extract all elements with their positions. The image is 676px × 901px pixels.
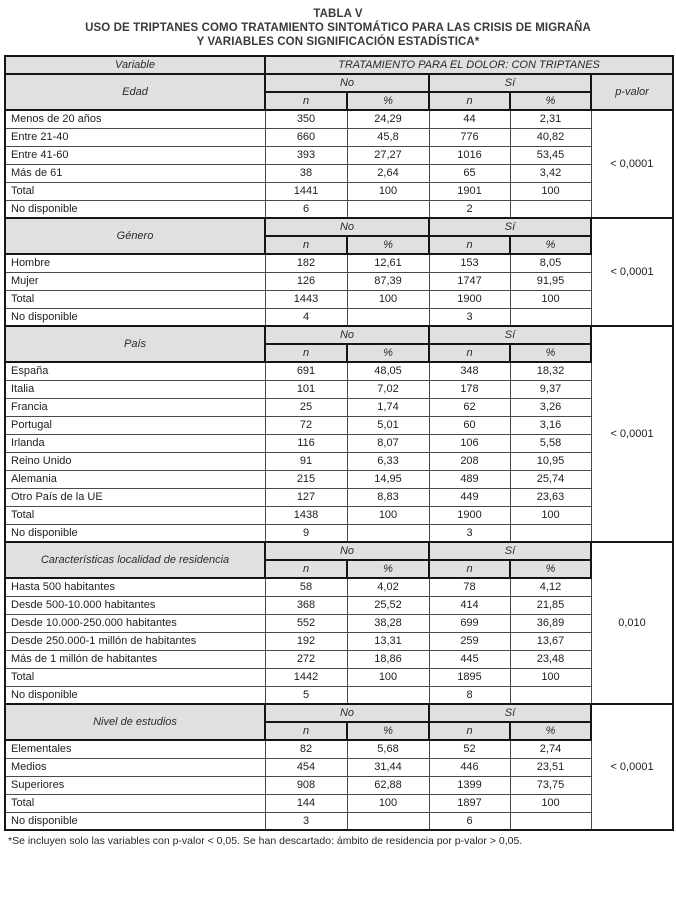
- si-pct-cell: 73,75: [510, 776, 591, 794]
- si-pct-cell: [510, 308, 591, 326]
- si-pct-cell: 9,37: [510, 380, 591, 398]
- row-label-cell: Total: [5, 794, 265, 812]
- table-row: [5, 578, 673, 596]
- row-label-cell: Francia: [5, 398, 265, 416]
- top-header-row: [5, 56, 673, 74]
- table-row: [5, 776, 673, 794]
- table-row: [5, 200, 673, 218]
- si-pct-cell: [510, 524, 591, 542]
- section-name-cell: País: [5, 326, 265, 362]
- section-name-cell: Edad: [5, 74, 265, 110]
- si-pct-cell: 40,82: [510, 128, 591, 146]
- table-caption-line1: USO DE TRIPTANES COMO TRATAMIENTO SINTOMÁTICO PARA LAS CRISIS DE MIGRAÑA: [85, 22, 591, 34]
- si-n-cell: 62: [429, 398, 510, 416]
- table-number: TABLA V: [313, 8, 363, 20]
- no-header-cell: No: [265, 542, 429, 560]
- table-row: [5, 812, 673, 830]
- no-n-cell: 25: [265, 398, 347, 416]
- si-n-cell: 1016: [429, 146, 510, 164]
- p-value-cell: < 0,0001: [591, 704, 673, 830]
- si-n-cell: 1900: [429, 506, 510, 524]
- no-pct-cell: 25,52: [347, 596, 429, 614]
- table-row: [5, 290, 673, 308]
- no-pct-cell: 87,39: [347, 272, 429, 290]
- no-pct-cell: [347, 686, 429, 704]
- si-pct-cell: 100: [510, 506, 591, 524]
- no-n-cell: 144: [265, 794, 347, 812]
- table-row: [5, 794, 673, 812]
- si-n-cell: 699: [429, 614, 510, 632]
- table-caption-line2: Y VARIABLES CON SIGNIFICACIÓN ESTADÍSTICA*: [196, 36, 480, 48]
- si-n-cell: 153: [429, 254, 510, 272]
- si-pct-cell: 3,16: [510, 416, 591, 434]
- no-n-cell: 552: [265, 614, 347, 632]
- no-header-cell: No: [265, 218, 429, 236]
- row-label-cell: Total: [5, 182, 265, 200]
- no-n-cell: 1438: [265, 506, 347, 524]
- section-name-cell: Características localidad de residencia: [5, 542, 265, 578]
- table-row: [5, 110, 673, 128]
- row-label-cell: Entre 21-40: [5, 128, 265, 146]
- si-pct-cell: 100: [510, 182, 591, 200]
- si-n-header-cell: n: [429, 236, 510, 254]
- row-label-cell: No disponible: [5, 686, 265, 704]
- no-n-cell: 368: [265, 596, 347, 614]
- row-label-cell: Hasta 500 habitantes: [5, 578, 265, 596]
- row-label-cell: Más de 61: [5, 164, 265, 182]
- si-pct-header-cell: %: [510, 92, 591, 110]
- table-row: [5, 164, 673, 182]
- no-pct-cell: 6,33: [347, 452, 429, 470]
- row-label-cell: Otro País de la UE: [5, 488, 265, 506]
- si-n-cell: 8: [429, 686, 510, 704]
- row-label-cell: Elementales: [5, 740, 265, 758]
- si-pct-cell: 53,45: [510, 146, 591, 164]
- no-n-cell: 6: [265, 200, 347, 218]
- no-pct-cell: 31,44: [347, 758, 429, 776]
- row-label-cell: Total: [5, 668, 265, 686]
- no-pct-cell: 5,68: [347, 740, 429, 758]
- no-n-cell: 1442: [265, 668, 347, 686]
- table-row: [5, 740, 673, 758]
- si-n-cell: 3: [429, 308, 510, 326]
- section-name-cell: Nivel de estudios: [5, 704, 265, 740]
- no-pct-cell: 14,95: [347, 470, 429, 488]
- row-label-cell: Desde 250.000-1 millón de habitantes: [5, 632, 265, 650]
- no-pct-header-cell: %: [347, 722, 429, 740]
- variable-header-cell: Variable: [5, 56, 265, 74]
- row-label-cell: Reino Unido: [5, 452, 265, 470]
- no-n-cell: 660: [265, 128, 347, 146]
- table-row: [5, 686, 673, 704]
- table-row: [5, 308, 673, 326]
- si-pct-cell: 18,32: [510, 362, 591, 380]
- si-pct-header-cell: %: [510, 722, 591, 740]
- p-value-cell: < 0,0001: [591, 326, 673, 542]
- si-pct-cell: 25,74: [510, 470, 591, 488]
- no-pct-cell: 38,28: [347, 614, 429, 632]
- no-pct-header-cell: %: [347, 92, 429, 110]
- table-row: [5, 254, 673, 272]
- si-n-cell: 60: [429, 416, 510, 434]
- no-header-cell: No: [265, 704, 429, 722]
- treatment-header-cell: TRATAMIENTO PARA EL DOLOR: CON TRIPTANES: [265, 56, 673, 74]
- no-n-cell: 691: [265, 362, 347, 380]
- row-label-cell: Desde 500-10.000 habitantes: [5, 596, 265, 614]
- row-label-cell: Menos de 20 años: [5, 110, 265, 128]
- si-n-cell: 208: [429, 452, 510, 470]
- no-pct-cell: 24,29: [347, 110, 429, 128]
- si-n-cell: 65: [429, 164, 510, 182]
- si-n-cell: 106: [429, 434, 510, 452]
- row-label-cell: Medios: [5, 758, 265, 776]
- row-label-cell: Alemania: [5, 470, 265, 488]
- row-label-cell: No disponible: [5, 524, 265, 542]
- si-header-cell: Sí: [429, 74, 591, 92]
- si-header-cell: Sí: [429, 326, 591, 344]
- no-pct-cell: 4,02: [347, 578, 429, 596]
- si-pct-cell: [510, 812, 591, 830]
- si-n-cell: 1900: [429, 290, 510, 308]
- no-pct-cell: 7,02: [347, 380, 429, 398]
- no-n-cell: 1443: [265, 290, 347, 308]
- no-n-cell: 72: [265, 416, 347, 434]
- si-n-header-cell: n: [429, 92, 510, 110]
- no-n-cell: 272: [265, 650, 347, 668]
- no-n-cell: 38: [265, 164, 347, 182]
- si-pct-cell: [510, 686, 591, 704]
- si-n-cell: 414: [429, 596, 510, 614]
- no-n-cell: 82: [265, 740, 347, 758]
- table-row: [5, 128, 673, 146]
- statistics-table: [4, 55, 674, 831]
- no-n-cell: 192: [265, 632, 347, 650]
- si-n-cell: 178: [429, 380, 510, 398]
- no-n-cell: 116: [265, 434, 347, 452]
- table-row: [5, 416, 673, 434]
- si-pct-cell: 100: [510, 668, 591, 686]
- footnote: *Se incluyen solo las variables con p-valor < 0,05. Se han descartado: ámbito de residencia por p-valor > 0,05.: [8, 835, 523, 847]
- no-n-header-cell: n: [265, 560, 347, 578]
- si-pct-cell: 3,42: [510, 164, 591, 182]
- si-pct-cell: [510, 200, 591, 218]
- si-pct-cell: 21,85: [510, 596, 591, 614]
- table-row: [5, 380, 673, 398]
- no-pct-cell: [347, 524, 429, 542]
- row-label-cell: Total: [5, 290, 265, 308]
- no-pct-header-cell: %: [347, 236, 429, 254]
- si-n-header-cell: n: [429, 344, 510, 362]
- section-header-row: [5, 542, 673, 560]
- p-value-cell: < 0,0001: [591, 218, 673, 326]
- no-n-cell: 5: [265, 686, 347, 704]
- si-pct-cell: 8,05: [510, 254, 591, 272]
- no-pct-cell: 100: [347, 668, 429, 686]
- si-n-cell: 776: [429, 128, 510, 146]
- section-header-row: [5, 704, 673, 722]
- no-pct-header-cell: %: [347, 344, 429, 362]
- no-n-cell: 908: [265, 776, 347, 794]
- no-pct-cell: 8,07: [347, 434, 429, 452]
- si-n-cell: 2: [429, 200, 510, 218]
- si-n-cell: 44: [429, 110, 510, 128]
- table-body: [5, 56, 673, 830]
- table-row: [5, 668, 673, 686]
- table-row: [5, 362, 673, 380]
- row-label-cell: Superiores: [5, 776, 265, 794]
- si-n-cell: 259: [429, 632, 510, 650]
- no-pct-cell: 48,05: [347, 362, 429, 380]
- p-value-cell: < 0,0001: [591, 110, 673, 218]
- si-n-header-cell: n: [429, 560, 510, 578]
- si-pct-cell: 23,48: [510, 650, 591, 668]
- si-pct-cell: 5,58: [510, 434, 591, 452]
- si-n-header-cell: n: [429, 722, 510, 740]
- no-pct-cell: 1,74: [347, 398, 429, 416]
- si-n-cell: 489: [429, 470, 510, 488]
- no-pct-cell: 100: [347, 182, 429, 200]
- no-pct-cell: 12,61: [347, 254, 429, 272]
- no-header-cell: No: [265, 74, 429, 92]
- row-label-cell: Portugal: [5, 416, 265, 434]
- si-pct-cell: 2,31: [510, 110, 591, 128]
- si-pct-header-cell: %: [510, 236, 591, 254]
- si-n-cell: 1747: [429, 272, 510, 290]
- no-n-cell: 101: [265, 380, 347, 398]
- table-row: [5, 470, 673, 488]
- row-label-cell: No disponible: [5, 308, 265, 326]
- si-n-cell: 449: [429, 488, 510, 506]
- si-header-cell: Sí: [429, 218, 591, 236]
- no-n-header-cell: n: [265, 92, 347, 110]
- si-pct-header-cell: %: [510, 344, 591, 362]
- no-pct-cell: [347, 812, 429, 830]
- row-label-cell: Desde 10.000-250.000 habitantes: [5, 614, 265, 632]
- si-pct-cell: 100: [510, 290, 591, 308]
- no-n-cell: 454: [265, 758, 347, 776]
- si-pct-cell: 100: [510, 794, 591, 812]
- no-n-cell: 91: [265, 452, 347, 470]
- no-pct-cell: [347, 200, 429, 218]
- row-label-cell: Mujer: [5, 272, 265, 290]
- no-n-cell: 182: [265, 254, 347, 272]
- si-pct-cell: 91,95: [510, 272, 591, 290]
- no-pct-cell: 13,31: [347, 632, 429, 650]
- no-n-cell: 127: [265, 488, 347, 506]
- no-pct-cell: 100: [347, 794, 429, 812]
- no-pct-cell: 2,64: [347, 164, 429, 182]
- no-n-header-cell: n: [265, 344, 347, 362]
- si-n-cell: 1399: [429, 776, 510, 794]
- si-n-cell: 3: [429, 524, 510, 542]
- si-pct-cell: 10,95: [510, 452, 591, 470]
- no-pct-cell: 62,88: [347, 776, 429, 794]
- row-label-cell: España: [5, 362, 265, 380]
- table-row: [5, 452, 673, 470]
- section-name-cell: Género: [5, 218, 265, 254]
- si-pct-header-cell: %: [510, 560, 591, 578]
- table-row: [5, 506, 673, 524]
- row-label-cell: No disponible: [5, 200, 265, 218]
- no-pct-cell: 5,01: [347, 416, 429, 434]
- table-row: [5, 650, 673, 668]
- table-row: [5, 434, 673, 452]
- row-label-cell: Entre 41-60: [5, 146, 265, 164]
- si-n-cell: 1897: [429, 794, 510, 812]
- no-pct-cell: [347, 308, 429, 326]
- si-n-cell: 1895: [429, 668, 510, 686]
- si-n-cell: 52: [429, 740, 510, 758]
- no-n-header-cell: n: [265, 236, 347, 254]
- row-label-cell: Total: [5, 506, 265, 524]
- no-pct-cell: 100: [347, 290, 429, 308]
- row-label-cell: Irlanda: [5, 434, 265, 452]
- si-n-cell: 6: [429, 812, 510, 830]
- table-row: [5, 488, 673, 506]
- section-header-row: [5, 218, 673, 236]
- no-pct-cell: 8,83: [347, 488, 429, 506]
- table-row: [5, 758, 673, 776]
- no-n-cell: 1441: [265, 182, 347, 200]
- p-value-cell: 0,010: [591, 542, 673, 704]
- no-pct-cell: 45,8: [347, 128, 429, 146]
- si-pct-cell: 36,89: [510, 614, 591, 632]
- table-row: [5, 272, 673, 290]
- si-pct-cell: 23,63: [510, 488, 591, 506]
- si-n-cell: 445: [429, 650, 510, 668]
- no-pct-cell: 27,27: [347, 146, 429, 164]
- no-pct-cell: 18,86: [347, 650, 429, 668]
- table-row: [5, 614, 673, 632]
- no-n-cell: 126: [265, 272, 347, 290]
- si-pct-cell: 3,26: [510, 398, 591, 416]
- no-n-cell: 58: [265, 578, 347, 596]
- si-n-cell: 1901: [429, 182, 510, 200]
- no-header-cell: No: [265, 326, 429, 344]
- si-pct-cell: 23,51: [510, 758, 591, 776]
- row-label-cell: Hombre: [5, 254, 265, 272]
- no-n-cell: 350: [265, 110, 347, 128]
- si-header-cell: Sí: [429, 704, 591, 722]
- si-header-cell: Sí: [429, 542, 591, 560]
- table-row: [5, 398, 673, 416]
- si-n-cell: 446: [429, 758, 510, 776]
- table-row: [5, 632, 673, 650]
- table-row: [5, 182, 673, 200]
- si-pct-cell: 13,67: [510, 632, 591, 650]
- row-label-cell: No disponible: [5, 812, 265, 830]
- si-pct-cell: 2,74: [510, 740, 591, 758]
- p-valor-header-cell: p-valor: [591, 74, 673, 110]
- si-n-cell: 78: [429, 578, 510, 596]
- si-pct-cell: 4,12: [510, 578, 591, 596]
- table-row: [5, 596, 673, 614]
- row-label-cell: Italia: [5, 380, 265, 398]
- row-label-cell: Más de 1 millón de habitantes: [5, 650, 265, 668]
- table-row: [5, 524, 673, 542]
- table-row: [5, 146, 673, 164]
- section-header-row: [5, 326, 673, 344]
- section-header-row: [5, 74, 673, 92]
- table-title-block: [0, 0, 676, 49]
- no-n-cell: 3: [265, 812, 347, 830]
- si-n-cell: 348: [429, 362, 510, 380]
- no-n-cell: 9: [265, 524, 347, 542]
- no-pct-header-cell: %: [347, 560, 429, 578]
- no-n-cell: 215: [265, 470, 347, 488]
- no-n-cell: 393: [265, 146, 347, 164]
- no-n-cell: 4: [265, 308, 347, 326]
- no-pct-cell: 100: [347, 506, 429, 524]
- no-n-header-cell: n: [265, 722, 347, 740]
